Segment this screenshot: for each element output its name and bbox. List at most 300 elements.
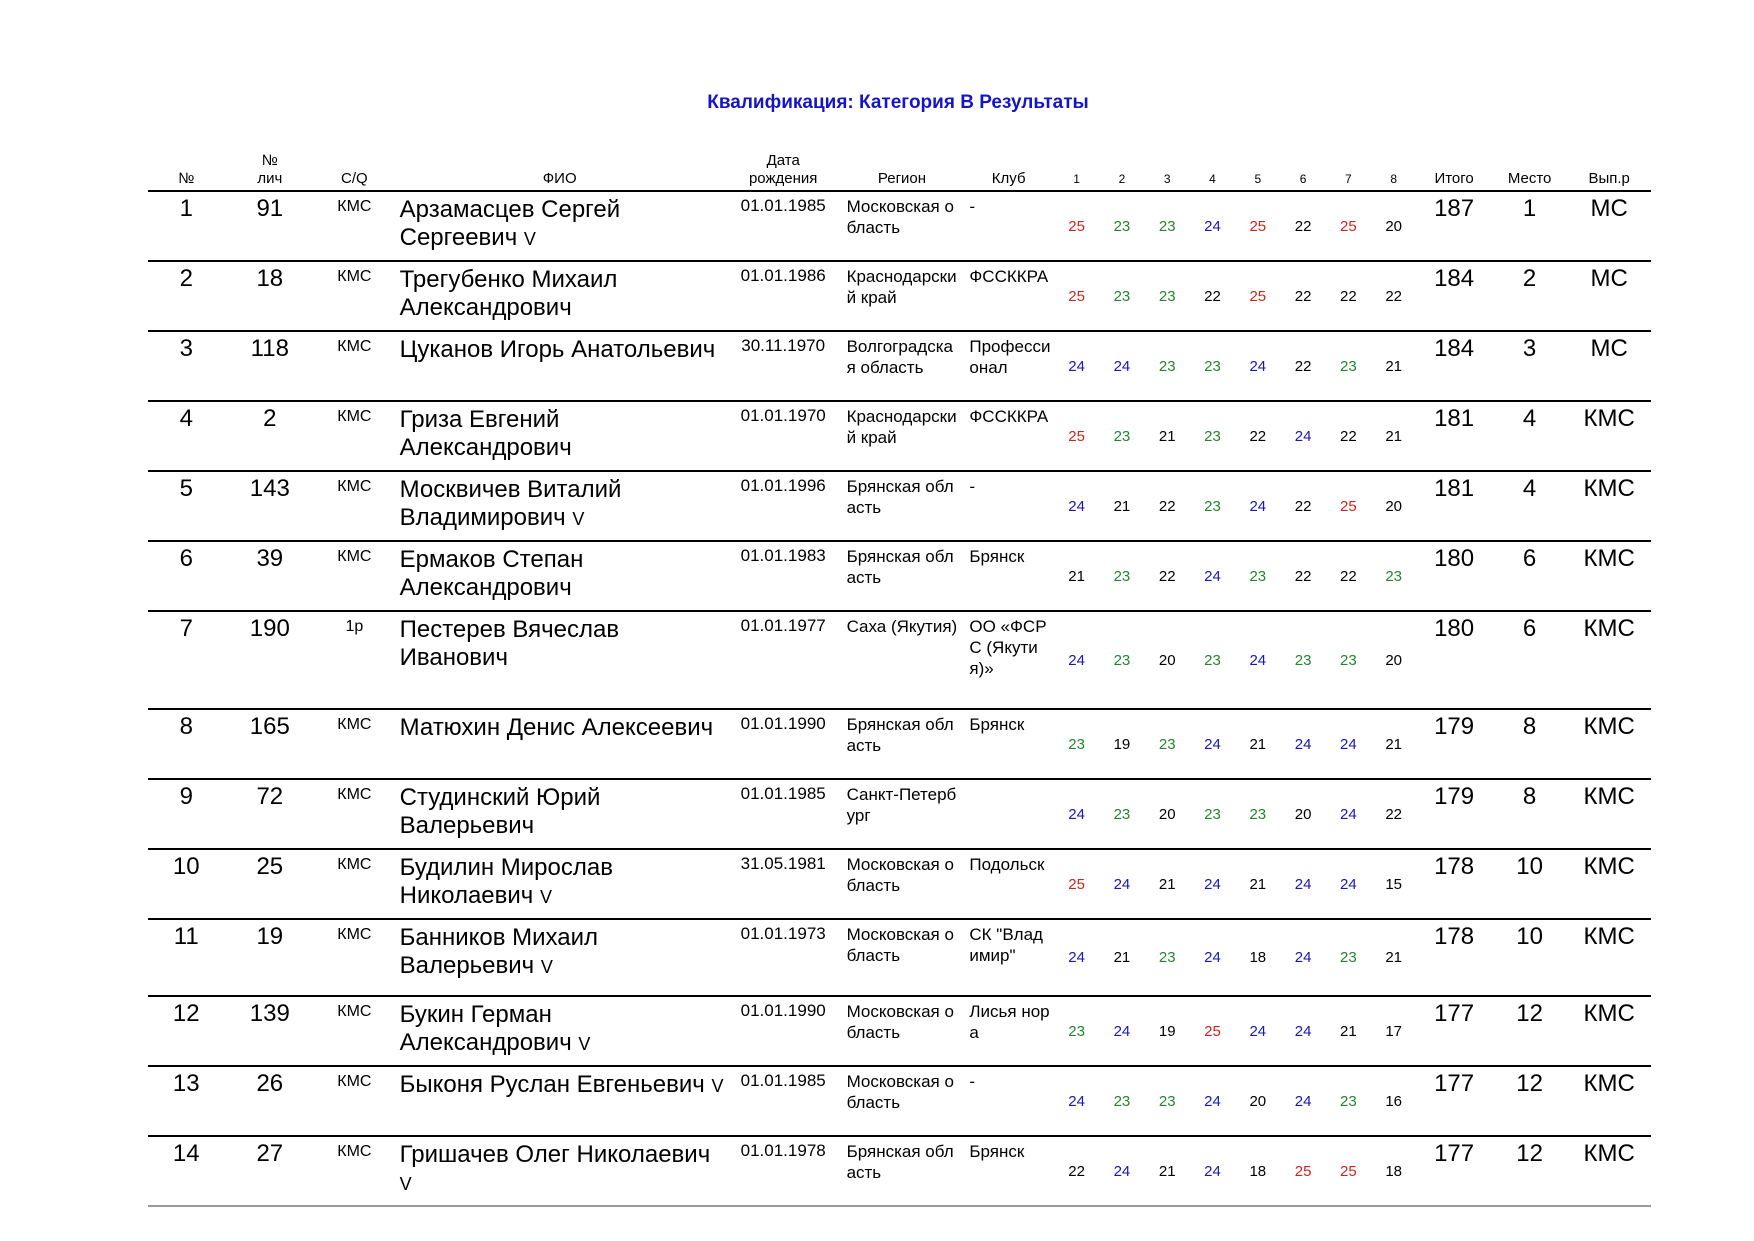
table-row (148, 191, 1651, 261)
row-bib: 139 (225, 996, 316, 1066)
row-place: 6 (1492, 611, 1568, 709)
row-qual: КМС (315, 541, 394, 611)
row-shot-4: 24 (1190, 849, 1235, 919)
row-place: 8 (1492, 709, 1568, 779)
table-row (148, 1066, 1651, 1136)
row-shot-5: 24 (1235, 331, 1280, 401)
row-shot-4: 24 (1190, 919, 1235, 996)
row-qual: КМС (315, 919, 394, 996)
row-region: Московская область (841, 1066, 964, 1136)
row-shot-3: 23 (1145, 331, 1190, 401)
row-dob: 01.01.1985 (726, 1066, 841, 1136)
row-shot-3: 19 (1145, 996, 1190, 1066)
row-place: 8 (1492, 779, 1568, 849)
page-title: Квалификация: Категория В Результаты (707, 92, 1089, 113)
row-shot-4: 23 (1190, 331, 1235, 401)
row-num: 6 (148, 541, 225, 611)
row-name-cell (394, 611, 726, 709)
col-header-place: Место (1507, 170, 1552, 187)
table-row (148, 709, 1651, 779)
row-num: 11 (148, 919, 225, 996)
col-header-dob-label: Дата рождения (748, 152, 818, 187)
row-bib: 118 (225, 331, 316, 401)
row-place: 4 (1492, 401, 1568, 471)
row-bib: 18 (225, 261, 316, 331)
row-shot-2: 24 (1099, 1136, 1144, 1206)
row-total: 187 (1416, 191, 1492, 261)
row-club: Подольск (963, 849, 1054, 919)
row-shot-1: 25 (1054, 191, 1099, 261)
row-num: 10 (148, 849, 225, 919)
row-shot-5: 24 (1235, 471, 1280, 541)
row-name: Букин Герман Александрович (399, 1001, 572, 1056)
row-club: Лисья нора (963, 996, 1054, 1066)
table-row (148, 611, 1651, 709)
row-rank: МС (1567, 191, 1651, 261)
row-shot-3: 21 (1145, 849, 1190, 919)
row-shot-7: 24 (1326, 709, 1371, 779)
row-shot-8: 20 (1371, 471, 1416, 541)
row-qual: КМС (315, 996, 394, 1066)
row-dob: 01.01.1985 (726, 779, 841, 849)
row-qual: КМС (315, 1066, 394, 1136)
row-club: Брянск (963, 541, 1054, 611)
row-region: Московская область (841, 849, 964, 919)
row-region: Санкт-Петербург (841, 779, 964, 849)
row-shot-5: 18 (1235, 1136, 1280, 1206)
row-rank: МС (1567, 331, 1651, 401)
row-name: Трегубенко Михаил Александрович (399, 266, 618, 321)
row-place: 3 (1492, 331, 1568, 401)
row-region: Саха (Якутия) (841, 611, 964, 709)
row-shot-5: 18 (1235, 919, 1280, 996)
col-header-shot-8: 8 (1390, 172, 1398, 186)
row-shot-7: 22 (1326, 541, 1371, 611)
row-shot-1: 25 (1054, 261, 1099, 331)
row-place: 2 (1492, 261, 1568, 331)
row-place: 10 (1492, 849, 1568, 919)
row-place: 4 (1492, 471, 1568, 541)
col-header-shot-1: 1 (1073, 172, 1080, 186)
row-mark: V (578, 1034, 591, 1054)
row-shot-4: 23 (1190, 779, 1235, 849)
row-num: 12 (148, 996, 225, 1066)
row-name-cell (394, 401, 726, 471)
col-header-bib (225, 146, 316, 191)
row-rank: КМС (1567, 849, 1651, 919)
table-row (148, 1136, 1651, 1206)
row-shot-6: 24 (1280, 849, 1325, 919)
row-shot-5: 24 (1235, 611, 1280, 709)
row-region: Брянская область (841, 471, 964, 541)
row-num: 1 (148, 191, 225, 261)
row-shot-6: 24 (1280, 1066, 1325, 1136)
row-shot-5: 21 (1235, 709, 1280, 779)
row-bib: 165 (225, 709, 316, 779)
row-num: 2 (148, 261, 225, 331)
row-shot-7: 23 (1326, 919, 1371, 996)
row-shot-1: 23 (1054, 709, 1099, 779)
row-place: 12 (1492, 1136, 1568, 1206)
row-region: Брянская область (841, 1136, 964, 1206)
row-qual: КМС (315, 849, 394, 919)
row-bib: 27 (225, 1136, 316, 1206)
row-shot-2: 23 (1099, 611, 1144, 709)
row-shot-8: 21 (1371, 401, 1416, 471)
row-num: 5 (148, 471, 225, 541)
row-shot-6: 23 (1280, 611, 1325, 709)
row-shot-8: 20 (1371, 191, 1416, 261)
row-club: ФССККРА (963, 261, 1054, 331)
row-qual: КМС (315, 471, 394, 541)
row-name: Банников Михаил Валерьевич (399, 924, 599, 979)
row-shot-1: 24 (1054, 331, 1099, 401)
row-shot-5: 21 (1235, 849, 1280, 919)
row-total: 184 (1416, 261, 1492, 331)
row-shot-3: 23 (1145, 1066, 1190, 1136)
results-body (148, 191, 1651, 1206)
row-shot-3: 23 (1145, 261, 1190, 331)
row-shot-6: 20 (1280, 779, 1325, 849)
row-bib: 91 (225, 191, 316, 261)
row-total: 180 (1416, 611, 1492, 709)
row-shot-4: 23 (1190, 471, 1235, 541)
row-shot-4: 23 (1190, 611, 1235, 709)
row-shot-8: 20 (1371, 611, 1416, 709)
row-region: Краснодарский край (841, 261, 964, 331)
row-shot-7: 25 (1326, 1136, 1371, 1206)
row-name-cell (394, 1066, 726, 1136)
row-dob: 01.01.1970 (726, 401, 841, 471)
row-shot-2: 21 (1099, 919, 1144, 996)
row-place: 6 (1492, 541, 1568, 611)
row-shot-4: 24 (1190, 1066, 1235, 1136)
row-num: 9 (148, 779, 225, 849)
row-num: 3 (148, 331, 225, 401)
row-shot-2: 23 (1099, 261, 1144, 331)
row-shot-7: 23 (1326, 1066, 1371, 1136)
col-header-total: Итого (1434, 170, 1474, 187)
row-shot-1: 23 (1054, 996, 1099, 1066)
col-header-region: Регион (877, 170, 927, 187)
row-club: СК "Владимир" (963, 919, 1054, 996)
row-shot-6: 22 (1280, 541, 1325, 611)
row-name-cell (394, 779, 726, 849)
row-total: 178 (1416, 849, 1492, 919)
row-shot-2: 23 (1099, 1066, 1144, 1136)
row-name: Быконя Руслан Евгеньевич (399, 1071, 705, 1098)
row-shot-8: 15 (1371, 849, 1416, 919)
row-name: Матюхин Денис Алексеевич (399, 714, 714, 741)
row-shot-4: 24 (1190, 541, 1235, 611)
row-name: Гришачев Олег Николаевич (399, 1141, 711, 1168)
row-shot-2: 21 (1099, 471, 1144, 541)
row-region: Брянская область (841, 709, 964, 779)
row-shot-6: 24 (1280, 401, 1325, 471)
row-rank: КМС (1567, 401, 1651, 471)
row-qual: КМС (315, 1136, 394, 1206)
row-shot-1: 22 (1054, 1136, 1099, 1206)
row-shot-6: 22 (1280, 471, 1325, 541)
row-bib: 2 (225, 401, 316, 471)
row-rank: КМС (1567, 471, 1651, 541)
row-region: Краснодарский край (841, 401, 964, 471)
row-qual: КМС (315, 331, 394, 401)
row-rank: КМС (1567, 779, 1651, 849)
row-shot-4: 25 (1190, 996, 1235, 1066)
row-name: Будилин Мирослав Николаевич (399, 854, 613, 909)
row-club: - (963, 1066, 1054, 1136)
row-shot-5: 25 (1235, 191, 1280, 261)
row-shot-8: 18 (1371, 1136, 1416, 1206)
row-rank: КМС (1567, 1136, 1651, 1206)
row-qual: КМС (315, 191, 394, 261)
row-club: Профессионал (963, 331, 1054, 401)
row-shot-2: 24 (1099, 331, 1144, 401)
row-region: Московская область (841, 191, 964, 261)
row-shot-8: 21 (1371, 919, 1416, 996)
row-shot-8: 23 (1371, 541, 1416, 611)
row-total: 181 (1416, 401, 1492, 471)
header-row (148, 146, 1651, 191)
row-dob: 01.01.1985 (726, 191, 841, 261)
row-shot-2: 23 (1099, 541, 1144, 611)
row-name: Цуканов Игорь Анатольевич (399, 336, 716, 363)
row-shot-1: 24 (1054, 1066, 1099, 1136)
row-shot-7: 25 (1326, 191, 1371, 261)
row-shot-1: 24 (1054, 919, 1099, 996)
row-bib: 25 (225, 849, 316, 919)
col-header-shot-2: 2 (1118, 172, 1126, 186)
row-dob: 01.01.1986 (726, 261, 841, 331)
row-dob: 01.01.1996 (726, 471, 841, 541)
row-place: 12 (1492, 996, 1568, 1066)
row-region: Волгоградская область (841, 331, 964, 401)
row-mark: V (523, 229, 536, 249)
row-name: Студинский Юрий Валерьевич (399, 784, 601, 839)
table-row (148, 541, 1651, 611)
row-shot-1: 25 (1054, 849, 1099, 919)
row-rank: КМС (1567, 709, 1651, 779)
row-name-cell (394, 471, 726, 541)
row-bib: 190 (225, 611, 316, 709)
table-row (148, 471, 1651, 541)
row-shot-2: 19 (1099, 709, 1144, 779)
row-shot-3: 23 (1145, 709, 1190, 779)
row-name-cell (394, 709, 726, 779)
row-dob: 01.01.1990 (726, 996, 841, 1066)
row-dob: 01.01.1973 (726, 919, 841, 996)
col-header-num: № (178, 170, 195, 187)
row-shot-6: 24 (1280, 709, 1325, 779)
row-total: 177 (1416, 1066, 1492, 1136)
row-num: 8 (148, 709, 225, 779)
table-row (148, 779, 1651, 849)
row-shot-7: 23 (1326, 611, 1371, 709)
col-header-shot-5: 5 (1254, 172, 1262, 186)
row-name-cell (394, 1136, 726, 1206)
row-shot-7: 23 (1326, 331, 1371, 401)
row-dob: 01.01.1977 (726, 611, 841, 709)
row-club: - (963, 191, 1054, 261)
col-header-bib-label: № лич (257, 152, 283, 187)
row-shot-3: 23 (1145, 919, 1190, 996)
row-rank: КМС (1567, 996, 1651, 1066)
row-club: ОО «ФСРС (Якутия)» (963, 611, 1054, 709)
row-shot-3: 22 (1145, 471, 1190, 541)
row-place: 10 (1492, 919, 1568, 996)
row-shot-5: 23 (1235, 541, 1280, 611)
col-header-club: Клуб (991, 170, 1026, 187)
row-name: Ермаков Степан Александрович (399, 546, 584, 601)
row-bib: 143 (225, 471, 316, 541)
row-shot-7: 25 (1326, 471, 1371, 541)
row-club: Брянск (963, 709, 1054, 779)
row-name: Пестерев Вячеслав Иванович (399, 616, 620, 671)
col-header-dob (726, 146, 841, 191)
row-mark: V (540, 957, 553, 977)
row-shot-3: 21 (1145, 401, 1190, 471)
row-shot-8: 21 (1371, 709, 1416, 779)
row-mark: V (572, 509, 585, 529)
row-shot-6: 24 (1280, 919, 1325, 996)
row-name-cell (394, 541, 726, 611)
row-total: 179 (1416, 709, 1492, 779)
row-shot-7: 24 (1326, 849, 1371, 919)
row-total: 177 (1416, 1136, 1492, 1206)
row-bib: 39 (225, 541, 316, 611)
row-total: 179 (1416, 779, 1492, 849)
row-shot-4: 24 (1190, 709, 1235, 779)
row-qual: КМС (315, 401, 394, 471)
row-shot-1: 21 (1054, 541, 1099, 611)
row-mark: V (399, 1174, 412, 1194)
table-row (148, 849, 1651, 919)
row-shot-4: 24 (1190, 1136, 1235, 1206)
row-num: 13 (148, 1066, 225, 1136)
col-header-shot-3: 3 (1163, 172, 1171, 186)
row-club: Брянск (963, 1136, 1054, 1206)
row-qual: КМС (315, 261, 394, 331)
row-shot-6: 22 (1280, 261, 1325, 331)
row-shot-5: 23 (1235, 779, 1280, 849)
row-rank: КМС (1567, 919, 1651, 996)
row-shot-5: 25 (1235, 261, 1280, 331)
row-name-cell (394, 331, 726, 401)
row-shot-3: 20 (1145, 611, 1190, 709)
results-table (148, 146, 1651, 1207)
row-dob: 31.05.1981 (726, 849, 841, 919)
row-region: Московская область (841, 919, 964, 996)
row-rank: КМС (1567, 611, 1651, 709)
row-place: 12 (1492, 1066, 1568, 1136)
row-dob: 01.01.1978 (726, 1136, 841, 1206)
row-shot-1: 24 (1054, 471, 1099, 541)
row-dob: 30.11.1970 (726, 331, 841, 401)
row-shot-1: 25 (1054, 401, 1099, 471)
row-shot-7: 21 (1326, 996, 1371, 1066)
col-header-shot-6: 6 (1299, 172, 1307, 186)
row-place: 1 (1492, 191, 1568, 261)
row-shot-8: 22 (1371, 779, 1416, 849)
row-shot-2: 23 (1099, 191, 1144, 261)
row-mark: V (711, 1076, 724, 1096)
row-region: Брянская область (841, 541, 964, 611)
row-total: 177 (1416, 996, 1492, 1066)
row-shot-4: 24 (1190, 191, 1235, 261)
table-row (148, 261, 1651, 331)
row-shot-8: 21 (1371, 331, 1416, 401)
row-num: 7 (148, 611, 225, 709)
row-shot-3: 21 (1145, 1136, 1190, 1206)
row-shot-7: 22 (1326, 401, 1371, 471)
row-shot-8: 17 (1371, 996, 1416, 1066)
row-shot-6: 22 (1280, 191, 1325, 261)
row-num: 14 (148, 1136, 225, 1206)
row-name-cell (394, 261, 726, 331)
row-shot-7: 22 (1326, 261, 1371, 331)
row-rank: МС (1567, 261, 1651, 331)
row-shot-2: 24 (1099, 849, 1144, 919)
row-rank: КМС (1567, 1066, 1651, 1136)
row-mark: V (539, 887, 552, 907)
row-club: - (963, 471, 1054, 541)
col-header-shot-7: 7 (1345, 172, 1352, 186)
row-total: 180 (1416, 541, 1492, 611)
row-shot-6: 25 (1280, 1136, 1325, 1206)
row-qual: КМС (315, 709, 394, 779)
row-bib: 26 (225, 1066, 316, 1136)
row-shot-5: 20 (1235, 1066, 1280, 1136)
row-qual: 1р (315, 611, 394, 709)
row-shot-2: 24 (1099, 996, 1144, 1066)
row-shot-3: 22 (1145, 541, 1190, 611)
row-club (963, 779, 1054, 849)
row-qual: КМС (315, 779, 394, 849)
col-header-shot-4: 4 (1209, 172, 1216, 186)
row-name: Гриза Евгений Александрович (399, 406, 572, 461)
row-shot-4: 22 (1190, 261, 1235, 331)
row-shot-2: 23 (1099, 779, 1144, 849)
row-shot-8: 22 (1371, 261, 1416, 331)
row-name-cell (394, 919, 726, 996)
row-name: Москвичев Виталий Владимирович (399, 476, 622, 531)
row-dob: 01.01.1983 (726, 541, 841, 611)
row-shot-6: 22 (1280, 331, 1325, 401)
row-rank: КМС (1567, 541, 1651, 611)
row-shot-1: 24 (1054, 611, 1099, 709)
row-shot-4: 23 (1190, 401, 1235, 471)
row-shot-6: 24 (1280, 996, 1325, 1066)
row-shot-3: 20 (1145, 779, 1190, 849)
table-row (148, 331, 1651, 401)
col-header-rank: Вып.р (1588, 170, 1630, 187)
row-total: 184 (1416, 331, 1492, 401)
row-name: Арзамасцев Сергей Сергеевич (399, 196, 621, 251)
row-num: 4 (148, 401, 225, 471)
row-club: ФССККРА (963, 401, 1054, 471)
row-shot-2: 23 (1099, 401, 1144, 471)
row-region: Московская область (841, 996, 964, 1066)
row-shot-3: 23 (1145, 191, 1190, 261)
row-bib: 72 (225, 779, 316, 849)
row-shot-8: 16 (1371, 1066, 1416, 1136)
row-dob: 01.01.1990 (726, 709, 841, 779)
row-shot-5: 22 (1235, 401, 1280, 471)
row-bib: 19 (225, 919, 316, 996)
row-name-cell (394, 191, 726, 261)
row-name-cell (394, 849, 726, 919)
